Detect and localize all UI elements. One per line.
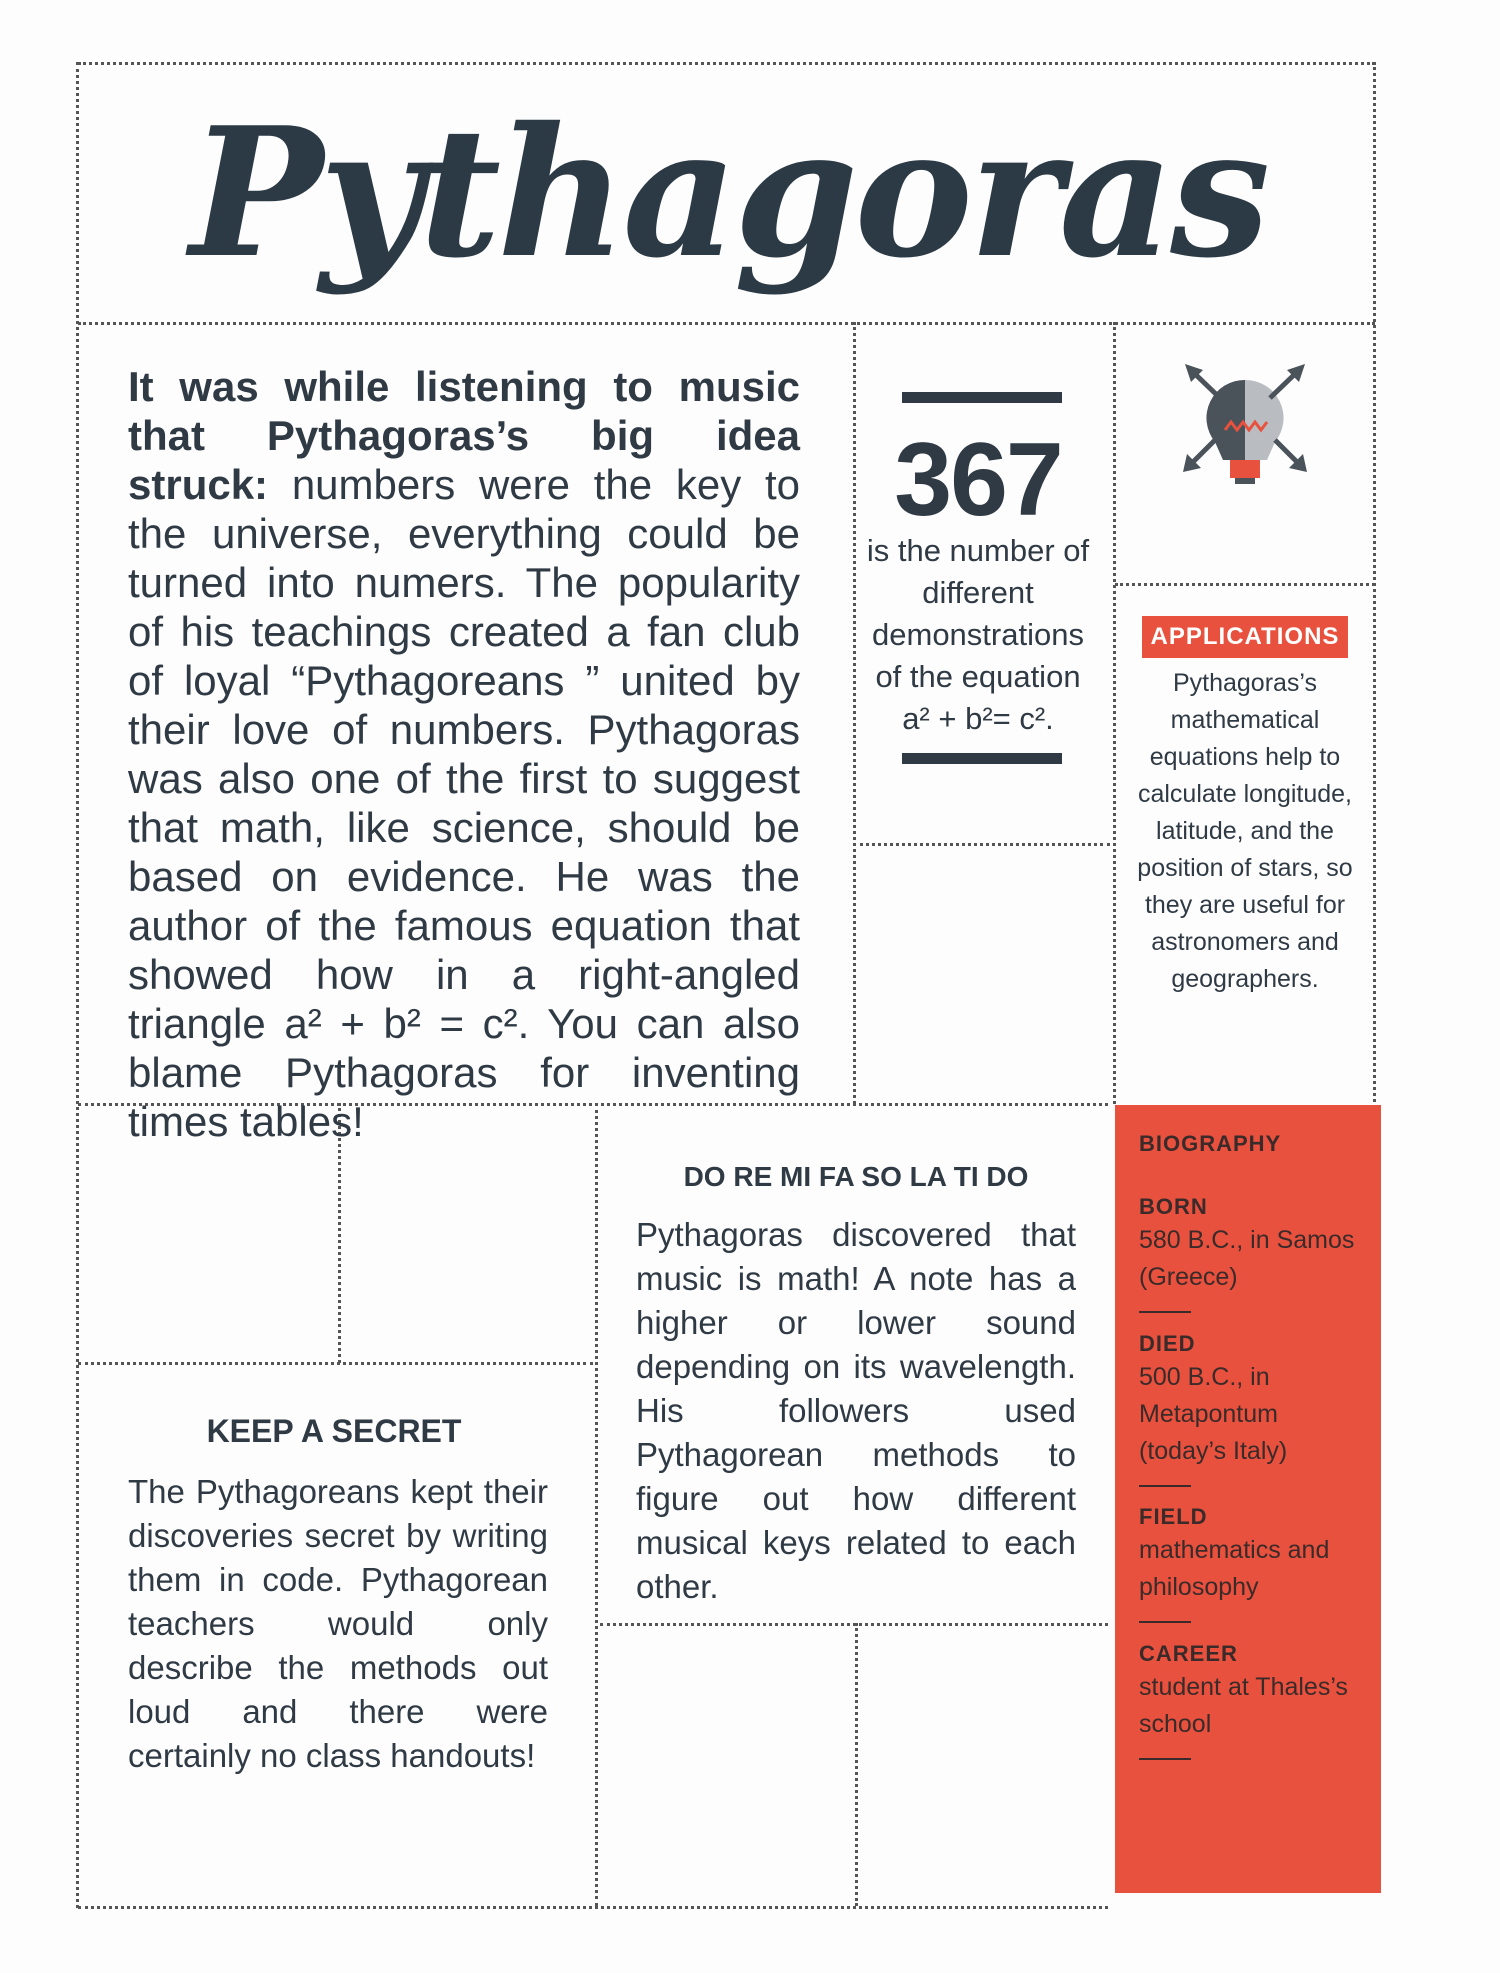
page-title: Pythagoras — [189, 88, 1267, 297]
biography-panel — [1115, 1105, 1381, 1893]
grid-line-top — [78, 62, 1375, 65]
stat-bottom-bar — [902, 753, 1062, 764]
music-heading: DO RE MI FA SO LA TI DO — [683, 1161, 1029, 1192]
stat-top-bar — [902, 392, 1062, 403]
intro-body-2: You can also blame Pythagoras for inventing times tables! — [128, 1000, 800, 1145]
bio-died-value: 500 B.C., in Metapontum (today’s Italy) — [1139, 1363, 1288, 1465]
bio-divider — [1139, 1758, 1191, 1760]
bio-field-value: mathematics and philosophy — [1139, 1536, 1330, 1601]
grid-line — [78, 322, 1375, 325]
intro-equation: a² + b² = c². — [284, 1000, 530, 1047]
intro-paragraph — [128, 362, 800, 1146]
grid-line — [1113, 322, 1116, 1104]
stat-number: 367 — [894, 422, 1062, 538]
bio-divider — [1139, 1621, 1191, 1623]
lightbulb-icon — [1175, 360, 1315, 520]
grid-line — [853, 322, 856, 1104]
secret-heading: KEEP A SECRET — [206, 1413, 462, 1449]
stat-description: is the number of different demonstrations of the equation a² + b²= c². — [866, 533, 1090, 736]
bio-field-label: FIELD — [1139, 1504, 1208, 1529]
music-text: Pythagoras discovered that music is math! A note has a higher or lower sound depending on its wavelength. His followers used Pythagorean methods to figure out how different musical keys related to each other. — [636, 1216, 1076, 1605]
grid-line-left — [76, 62, 79, 1908]
grid-line — [855, 1623, 858, 1906]
applications-text: Pythagoras’s mathematical equations help to calculate longitude, latitude, and the position of stars, so they are useful for astronomers and geographers. — [1137, 669, 1353, 993]
grid-line-bottom — [78, 1906, 1108, 1909]
secret-text: The Pythagoreans kept their discoveries secret by writing them in code. Pythagorean teachers would only describe the methods out loud and there were certainly no class handouts! — [128, 1473, 548, 1774]
intro-body-1: numbers were the key to the universe, everything could be turned into numers. The popularity of his teachings created a fan club of loyal “Pythagoreans ” united by their love of numbers. Pythagoras was also one of the first to suggest that math, like science, should be based on evidence. He was the author of the famous equation that showed how in a right-angled triangle — [128, 461, 801, 1047]
bio-died-label: DIED — [1139, 1331, 1196, 1356]
bio-career-value: student at Thales’s school — [1139, 1673, 1348, 1738]
bio-born-value: 580 B.C., in Samos (Greece) — [1139, 1226, 1355, 1291]
grid-line — [853, 843, 1110, 846]
bio-born-label: BORN — [1139, 1194, 1208, 1219]
grid-line — [78, 1362, 593, 1365]
stat-equation: a² + b²= c². — [902, 701, 1054, 736]
grid-line — [600, 1623, 1108, 1626]
bio-divider — [1139, 1311, 1191, 1313]
grid-line — [595, 1103, 598, 1906]
biography-heading: BIOGRAPHY — [1139, 1131, 1282, 1156]
grid-line — [1115, 583, 1375, 586]
bio-career-label: CAREER — [1139, 1641, 1238, 1666]
bio-divider — [1139, 1485, 1191, 1487]
applications-label: APPLICATIONS — [1142, 616, 1348, 658]
intro-lead: It was while listening to music that Pythagoras’s big idea struck: — [128, 363, 800, 508]
